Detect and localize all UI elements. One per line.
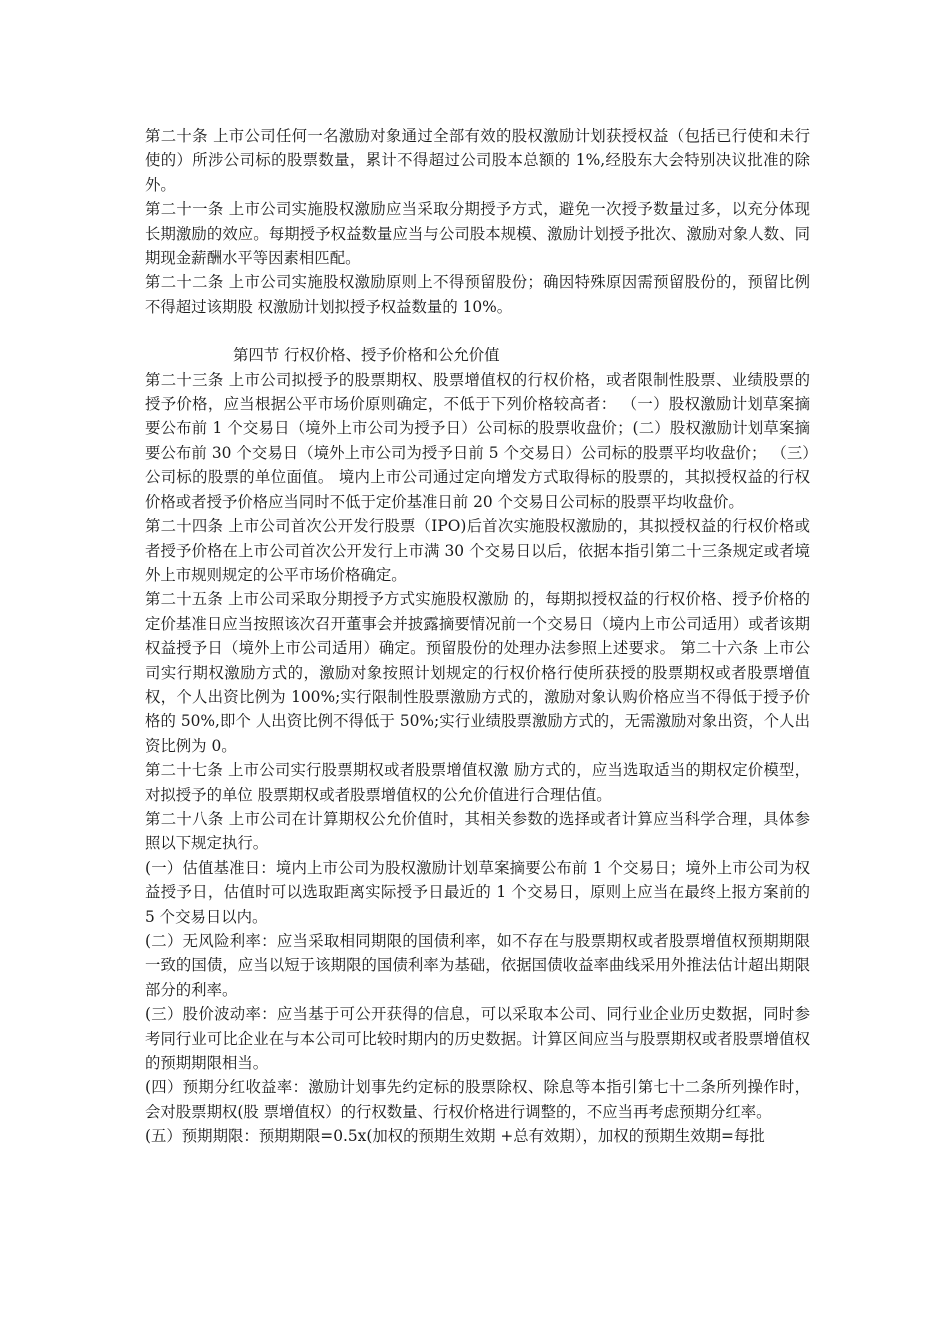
- article-27: 第二十七条 上市公司实行股票期权或者股票增值权激 励方式的，应当选取适当的期权定价模型，对拟授予的单位 股票期权或者股票增值权的公允价值进行合理估值。: [145, 761, 810, 804]
- item-risk-free-rate: (二）无风险利率：应当采取相同期限的国债利率，如不存在与股票期权或者股票增值权预期期限一致的国债，应当以短于该期限的国债利率为基础，依据国债收益率曲线采用外推法估计超出期限部分的利率。: [145, 932, 810, 999]
- article-28: 第二十八条 上市公司在计算期权公允价值时，其相关参数的选择或者计算应当科学合理，具体参照以下规定执行。: [145, 809, 810, 853]
- article-23: 第二十三条 上市公司拟授予的股票期权、股票增值权的行权价格，或者限制性股票、业绩股票的授予价格，应当根据公平市场价原则确定，不低于下列价格较高者： （一）股权激励计划草案摘要公布前 1 个交易日（境外上市公司为授予日）公司标的股票收盘价；(二）股权激励计划草案摘要公布前 30 个交易日（境外上市公司为授予日前 5 个交易日）公司标的股票平均收盘价； （三）公司标的股票的单位面值。 境内上市公司通过定向增发方式取得标的股票的，其拟授权益的行权价格或者授予价格应当同时不低于定价基准日前 20 个交易日公司标的股票平均收盘价。: [145, 370, 810, 511]
- article-24: 第二十四条 上市公司首次公开发行股票（IPO)后首次实施股权激励的，其拟授权益的行权价格或者授予价格在上市公司首次公开发行上市满 30 个交易日以后，依据本指引第二十三条规定或者境外上市规则规定的公平市场价格确定。: [145, 517, 810, 584]
- article-21: 第二十一条 上市公司实施股权激励应当采取分期授予方式，避免一次授予数量过多，以充分体现长期激励的效应。每期授予权益数量应当与公司股本规模、激励计划授予批次、激励对象人数、同期现金薪酬水平等因素相匹配。: [145, 200, 810, 268]
- item-volatility: (三）股价波动率：应当基于可公开获得的信息，可以采取本公司、同行业企业历史数据，同时参考同行业可比企业在与本公司可比较时期内的历史数据。计算区间应当与股票期权或者股票增值权的预期期限相当。: [145, 1005, 810, 1073]
- section-title: 第四节 行权价格、授予价格和公允价值: [233, 346, 500, 365]
- article-25-26: 第二十五条 上市公司采取分期授予方式实施股权激励 的，每期拟授权益的行权价格、授予价格的定价基准日应当按照该次召开董事会并披露摘要情况前一个交易日（境内上市公司适用）或者该期权益授予日（境外上市公司适用）确定。预留股份的处理办法参照上述要求。 第二十六条 上市公司实行期权激励方式的，激励对象按照计划规定的行权价格行使所获授的股票期权或者股票增值权，个人出资比例为 100%;实行限制性股票激励方式的，激励对象认购价格应当不得低于授予价格的 50%,即个 人出资比例不得低于 50%;实行业绩股票激励方式的，无需激励对象出资，个人出资比例为 0。: [145, 590, 810, 755]
- blank-line: [145, 319, 810, 343]
- article-22: 第二十二条 上市公司实施股权激励原则上不得预留股份；确因特殊原因需预留股份的，预留比例不得超过该期股 权激励计划拟授予权益数量的 10%。: [145, 273, 810, 316]
- item-dividend-yield: (四）预期分红收益率：激励计划事先约定标的股票除权、除息等本指引第七十二条所列操作时，会对股票期权(股 票增值权）的行权数量、行权价格进行调整的，不应当再考虑预期分红率。: [145, 1078, 810, 1121]
- item-expected-term: (五）预期期限：预期期限=0.5x(加权的预期生效期 +总有效期），加权的预期生效期=每批: [145, 1127, 765, 1146]
- item-valuation-date: (一）估值基准日：境内上市公司为股权激励计划草案摘要公布前 1 个交易日；境外上市公司为权益授予日，估值时可以选取距离实际授予日最近的 1 个交易日，原则上应当在最终上报方案前的 5 个交易日以内。: [145, 858, 810, 926]
- article-20: 第二十条 上市公司任何一名激励对象通过全部有效的股权激励计划获授权益（包括已行使和未行使的）所涉公司标的股票数量，累计不得超过公司股本总额的 1%,经股东大会特别决议批准的除外。: [145, 127, 810, 194]
